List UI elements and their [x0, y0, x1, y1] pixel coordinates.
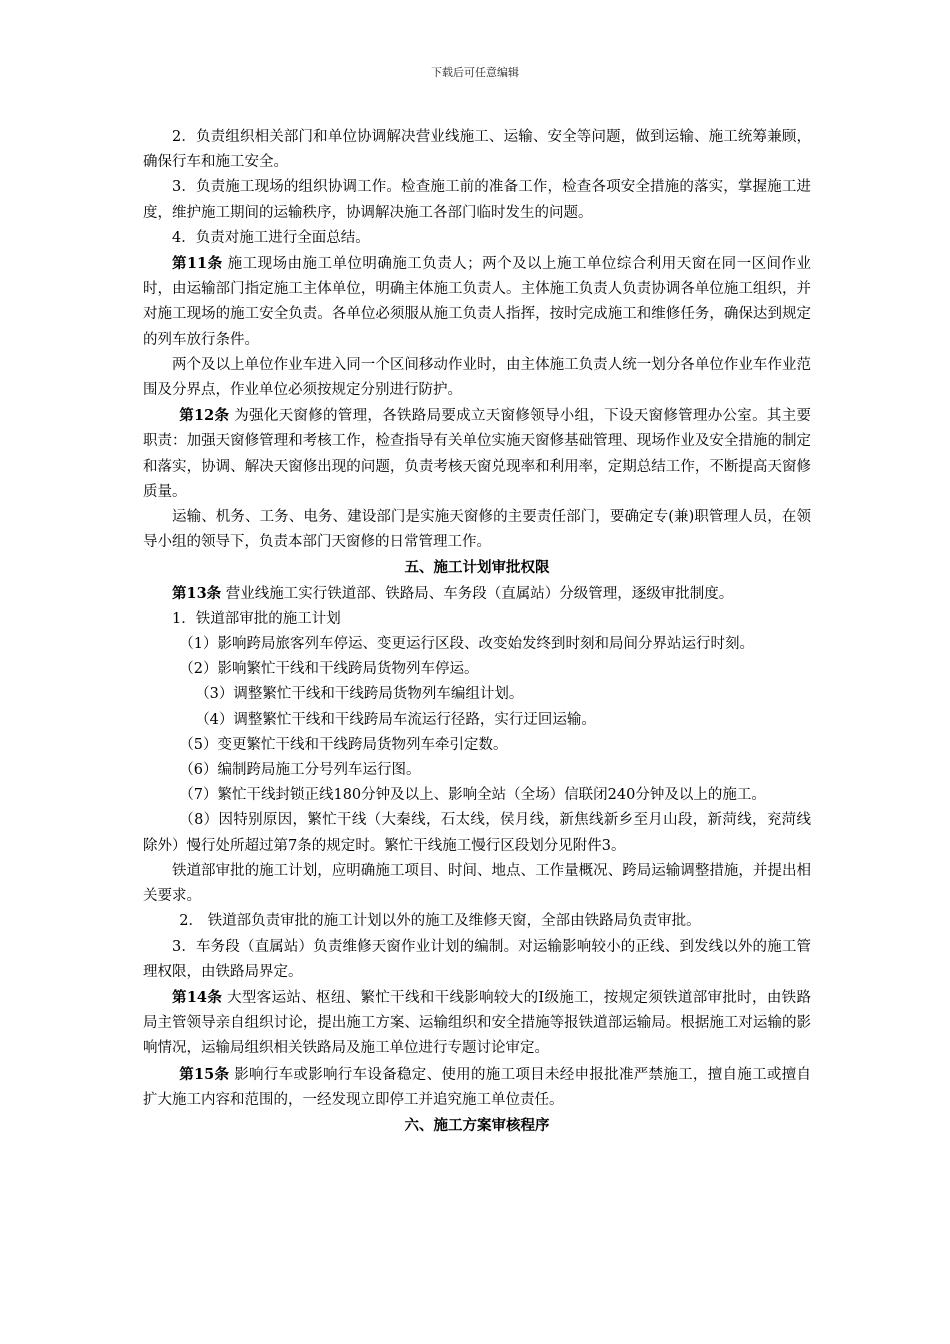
paragraph: 两个及以上单位作业车进入同一个区间移动作业时，由主体施工负责人统一划分各单位作业车作业范围及分界点，作业单位必须按规定分别进行防护。	[143, 356, 811, 399]
paragraph: 1．铁道部审批的施工计划	[172, 610, 341, 627]
article-number: 第12条	[179, 407, 230, 425]
paragraph: 2．负责组织相关部门和单位协调解决营业线施工、运输、安全等问题，做到运输、施工统筹兼顾，确保行车和施工安全。	[143, 129, 811, 171]
list-item: （5）变更繁忙干线和干线跨局货物列车牵引定数。	[179, 736, 508, 753]
article-number: 第13条	[172, 584, 222, 602]
paragraph: 3．车务段（直属站）负责维修天窗作业计划的编制。对运输影响较小的正线、到发线以外的施工管理权限，由铁路局界定。	[143, 938, 811, 980]
article-number: 第15条	[179, 1065, 230, 1083]
article-number: 第14条	[172, 988, 223, 1006]
article-13: 第13条 营业线施工实行铁道部、铁路局、车务段（直属站）分级管理，逐级审批制度。	[172, 584, 734, 602]
article-12: 第12条 为强化天窗修的管理，各铁路局要成立天窗修领导小组，下设天窗修管理办公室。其主要职责：加强天窗修管理和考核工作，检查指导有关单位实施天窗修基础管理、现场作业及安全措施的制定和落实，协调、解决天窗修出现的问题，负责考核天窗兑现率和利用率，定期总结工作，不断提高天窗修质量。	[143, 407, 811, 500]
list-item: （1）影响跨局旅客列车停运、变更运行区段、改变始发终到时刻和局间分界站运行时刻。	[179, 636, 754, 653]
section-heading: 六、施工方案审核程序	[404, 1116, 550, 1134]
article-number: 第11条	[172, 255, 223, 273]
list-item: （2）影响繁忙干线和干线跨局货物列车停运。	[179, 661, 479, 678]
document-body	[143, 125, 811, 1138]
list-item: （3）调整繁忙干线和干线跨局货物列车编组计划。	[195, 686, 524, 703]
page-header: 下载后可任意编辑	[431, 66, 519, 79]
article-15: 第15条 影响行车或影响行车设备稳定、使用的施工项目未经申报批准严禁施工，擅自施工或擅自扩大施工内容和范围的，一经发现立即停工并追究施工单位责任。	[143, 1065, 811, 1108]
paragraph: 2． 铁道部负责审批的施工计划以外的施工及维修天窗，全部由铁路局负责审批。	[179, 913, 701, 930]
article-14: 第14条 大型客运站、枢纽、繁忙干线和干线影响较大的Ⅰ级施工，按规定须铁道部审批时，由铁路局主管领导亲自组织讨论，提出施工方案、运输组织和安全措施等报铁道部运输局。根据施工对运输的影响情况，运输局组织相关铁路局及施工单位进行专题讨论审定。	[143, 988, 811, 1057]
list-item: （4）调整繁忙干线和干线跨局车流运行径路，实行迂回运输。	[195, 711, 596, 728]
paragraph: 运输、机务、工务、电务、建设部门是实施天窗修的主要责任部门，要确定专(兼)职管理人员，在领导小组的领导下，负责本部门天窗修的日常管理工作。	[143, 509, 811, 551]
paragraph: 4．负责对施工进行全面总结。	[172, 229, 370, 246]
list-item: （7）繁忙干线封锁正线180分钟及以上、影响全站（全场）信联闭240分钟及以上的施工。	[179, 787, 766, 804]
article-11: 第11条 施工现场由施工单位明确施工负责人；两个及以上施工单位综合利用天窗在同一区间作业时，由运输部门指定施工主体单位，明确主体施工负责人。主体施工负责人负责协调各单位施工组织，并对施工现场的施工安全负责。各单位必须服从施工负责人指挥，按时完成施工和维修任务，确保达到规定的列车放行条件。	[143, 255, 811, 348]
paragraph: 铁道部审批的施工计划，应明确施工项目、时间、地点、工作量概况、跨局运输调整措施，并提出相关要求。	[143, 862, 811, 905]
paragraph: 3．负责施工现场的组织协调工作。检查施工前的准备工作，检查各项安全措施的落实，掌握施工进度，维护施工期间的运输秩序，协调解决施工各部门临时发生的问题。	[143, 179, 811, 221]
section-heading: 五、施工计划审批权限	[404, 559, 550, 577]
list-item: （8）因特别原因，繁忙干线（大秦线，石太线，侯月线，新焦线新乡至月山段，新菏线，兖菏线除外）慢行处所超过第7条的规定时。繁忙干线施工慢行区段划分见附件3。	[143, 812, 811, 854]
list-item: （6）编制跨局施工分号列车运行图。	[179, 762, 421, 779]
